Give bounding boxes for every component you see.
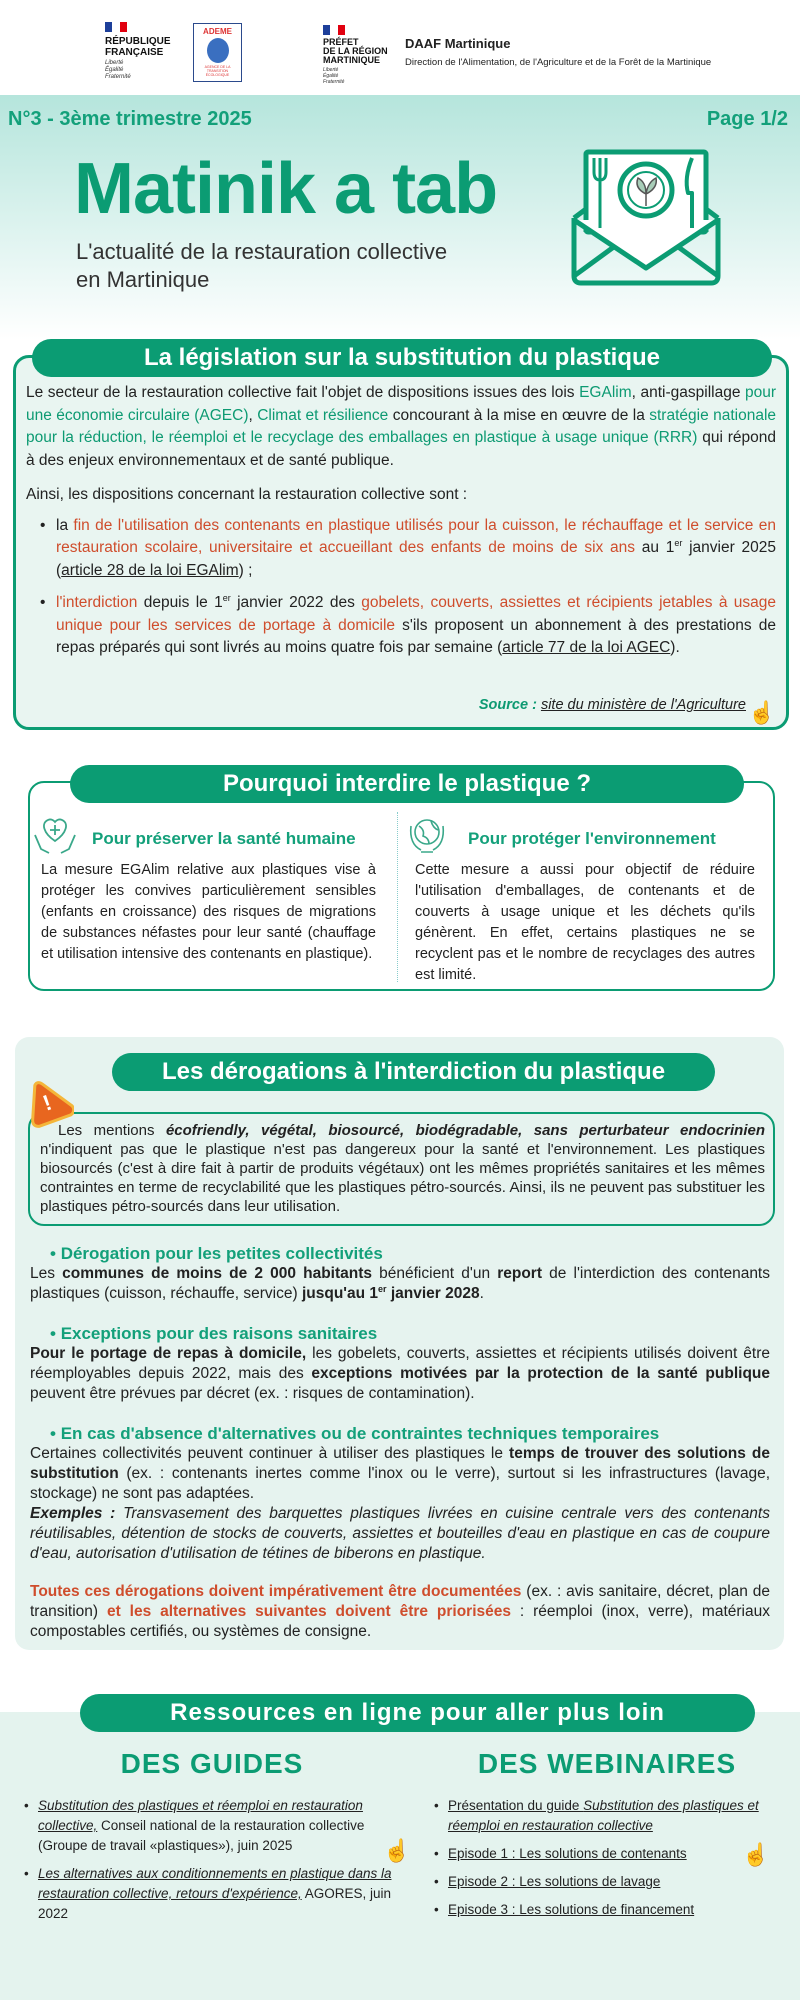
ademe-logo: ADEME AGENCE DE LA TRANSITION ÉCOLOGIQUE xyxy=(193,23,242,82)
source-link[interactable]: site du ministère de l'Agriculture xyxy=(540,697,746,713)
webinar-item xyxy=(432,1844,782,1864)
provision-item: • la fin de l'utilisation des contenants en plastique utilisés pour la cuisson, le réchauffage et le service en restauration scolaire, universitaire et accueillant des enfants de moins de six ans au 1er janvier 2025 (article 28 de la loi EGAlim) ; xyxy=(34,515,776,583)
legislation-title: La législation sur la substitution du plastique xyxy=(32,339,772,377)
webinar-link[interactable]: Episode 3 : Les solutions de financement xyxy=(448,1902,695,1917)
guide-link[interactable]: Substitution des plastiques et réemploi en restauration collective, xyxy=(38,1798,363,1833)
derogation-heading-no-alternatives: • En cas d'absence d'alternatives ou de contraintes techniques temporaires xyxy=(50,1424,770,1444)
daaf-subtitle: Direction de l'Alimentation, de l'Agriculture et de la Forêt de la Martinique xyxy=(405,57,712,68)
issue-number: N°3 - 3ème trimestre 2025 xyxy=(8,108,252,130)
article-77-link[interactable]: article 77 de la loi AGEC xyxy=(502,639,671,656)
webinar-item xyxy=(432,1900,782,1920)
derogation-text: Pour le portage de repas à domicile, les gobelets, couverts, assiettes et récipients utilisés doivent être réemployables depuis 2022, mais des exceptions motivées par la protection de la santé publique peuvent être prévues par décret (ex. : risques de contamination). xyxy=(30,1345,770,1402)
legislation-body xyxy=(26,382,776,670)
click-hand-icon[interactable]: ☝ xyxy=(383,1838,411,1863)
health-text: La mesure EGAlim relative aux plastiques vise à protéger les convives particulièrement sensibles (enfants en croissance) des risques de migrations de substances néfastes pour leur santé (chauffage et utilisation intensive des contenants en plastique). xyxy=(41,862,376,962)
daaf-block xyxy=(405,36,711,68)
heart-hands-icon xyxy=(33,815,77,857)
provision-item: • l'interdiction depuis le 1er janvier 2022 des gobelets, couverts, assiettes et récipients jetables à usage unique pour les services de portage à domicile s'ils proposent un abonnement à des prestations de repas préparés qui sont livrés au moins quatre fois par semaine (article 77 de la loi AGEC). xyxy=(34,592,776,660)
newsletter-subtitle: L'actualité de la restauration collective en Martinique xyxy=(76,239,448,292)
legislation-lead: Ainsi, les dispositions concernant la restauration collective sont : xyxy=(26,486,468,503)
source-line: Source : site du ministère de l'Agriculture xyxy=(478,697,746,713)
guides-heading: DES GUIDES xyxy=(120,1748,304,1779)
resources-title: Ressources en ligne pour aller plus loin xyxy=(80,1694,755,1732)
derogation-text: Les communes de moins de 2 000 habitants bénéficient d'un report de l'interdiction des contenants plastiques (cuisson, réchauffe, service) jusqu'au 1er janvier 2028. xyxy=(30,1265,770,1302)
envelope-plate-icon xyxy=(566,148,726,288)
examples-text: Exemples : Transvasement des barquettes plastiques livrées en cuisine centrale vers des contenants réutilisables, détention de stocks de couverts, assiettes et bouteilles d'eau en plastique en cas de coupure d'eau, autorisation d'utilisation de tétines de biberons en plastique. xyxy=(30,1505,770,1562)
why-title: Pourquoi interdire le plastique ? xyxy=(70,765,744,803)
click-hand-icon[interactable]: ☝ xyxy=(748,700,776,725)
health-heading: Pour préserver la santé humaine xyxy=(92,829,356,848)
environment-heading: Pour protéger l'environnement xyxy=(468,829,716,848)
derogations-title: Les dérogations à l'interdiction du plastique xyxy=(112,1053,715,1091)
webinar-item xyxy=(432,1872,782,1892)
warning-text: Les mentions écofriendly, végétal, biosourcé, biodégradable, sans perturbateur endocrinien n'indiquent pas que le plastique n'est pas dangereux pour la santé et l'environnement. Les plastiques biosourcés (c'est à dire fait à partir de produits végétaux) ont les mêmes propriétés sanitaires et les mêmes contraintes en terme de recyclabilité que les plastiques pétro-sourcés. Ainsi, ils ne peuvent pas substituer les plastiques pétro-sourcés dans leur utilisation. xyxy=(40,1122,765,1215)
derogation-text: Certaines collectivités peuvent continuer à utiliser des plastiques le temps de trouver des solutions de substitution (ex. : contenants inertes comme l'inox ou le verre), surtout si les infrastructures (lavage, stockage) ne sont pas adaptées. xyxy=(30,1445,771,1502)
guide-item: • Les alternatives aux conditionnements en plastique dans la restauration collective, retours d'expérience, AGORES, juin 2022 xyxy=(22,1864,402,1924)
webinar-link[interactable]: Episode 1 : Les solutions de contenants xyxy=(448,1846,687,1861)
guides-column xyxy=(22,1748,402,1932)
derogations-conclusion: Toutes ces dérogations doivent impérativement être documentées (ex. : avis sanitaire, décret, plan de transition) et les alternatives suivantes doivent être priorisées : réemploi (inox, verre), matériaux compostables certifiés, ou systèmes de consigne. xyxy=(30,1583,771,1640)
page-number: Page 1/2 xyxy=(706,108,788,130)
svg-text:!: ! xyxy=(39,1089,55,1116)
column-divider xyxy=(397,812,398,982)
environment-text: Cette mesure a aussi pour objectif de réduire l'utilisation d'emballages, de contenants et de couverts à usage unique et les déchets qu'ils génèrent. En effet, certains plastiques ne se recyclent pas et le nombre de recyclages des autres est limité. xyxy=(415,862,755,983)
legislation-intro: Le secteur de la restauration collective fait l'objet de dispositions issues des lois EGAlim, anti-gaspillage pour une économie circulaire (AGEC), Climat et résilience concourant à la mise en œuvre de la stratégie nationale pour la réduction, le réemploi et le recyclage des emballages en plastique à usage unique (RRR) qui répond à des enjeux environnementaux et de santé publique. xyxy=(26,384,777,469)
daaf-title: DAAF Martinique xyxy=(405,36,511,51)
article-28-link[interactable]: article 28 de la loi EGAlim xyxy=(61,561,239,579)
guide-item: • Substitution des plastiques et réemploi en restauration collective, Conseil national de la restauration collective (Groupe de travail «plastiques»), juin 2025 xyxy=(22,1796,402,1856)
webinars-column xyxy=(432,1748,782,1928)
guide-link[interactable]: Les alternatives aux conditionnements en plastique dans la restauration collective, retours d'expérience, xyxy=(38,1866,392,1901)
webinar-item xyxy=(432,1796,782,1836)
prefet-logo: PRÉFET DE LA RÉGION MARTINIQUE Liberté Égalité Fraternité xyxy=(323,25,388,85)
click-hand-icon[interactable]: ☝ xyxy=(742,1842,770,1867)
republique-francaise-logo: RÉPUBLIQUE FRANÇAISE Liberté Égalité Fraternité xyxy=(105,22,171,81)
header-logos xyxy=(0,0,800,95)
webinar-link[interactable]: Présentation du guide Substitution des plastiques et réemploi en restauration collective xyxy=(448,1798,759,1833)
newsletter-title: Matinik a tab xyxy=(74,149,498,229)
derogation-heading-small-communities: • Dérogation pour les petites collectivités xyxy=(50,1244,770,1264)
webinar-link[interactable]: Episode 2 : Les solutions de lavage xyxy=(448,1874,661,1889)
derogations-list xyxy=(30,1244,770,1642)
derogation-heading-sanitary: • Exceptions pour des raisons sanitaires xyxy=(50,1324,770,1344)
earth-hands-icon xyxy=(407,812,447,858)
webinars-heading: DES WEBINAIRES xyxy=(477,1748,737,1779)
